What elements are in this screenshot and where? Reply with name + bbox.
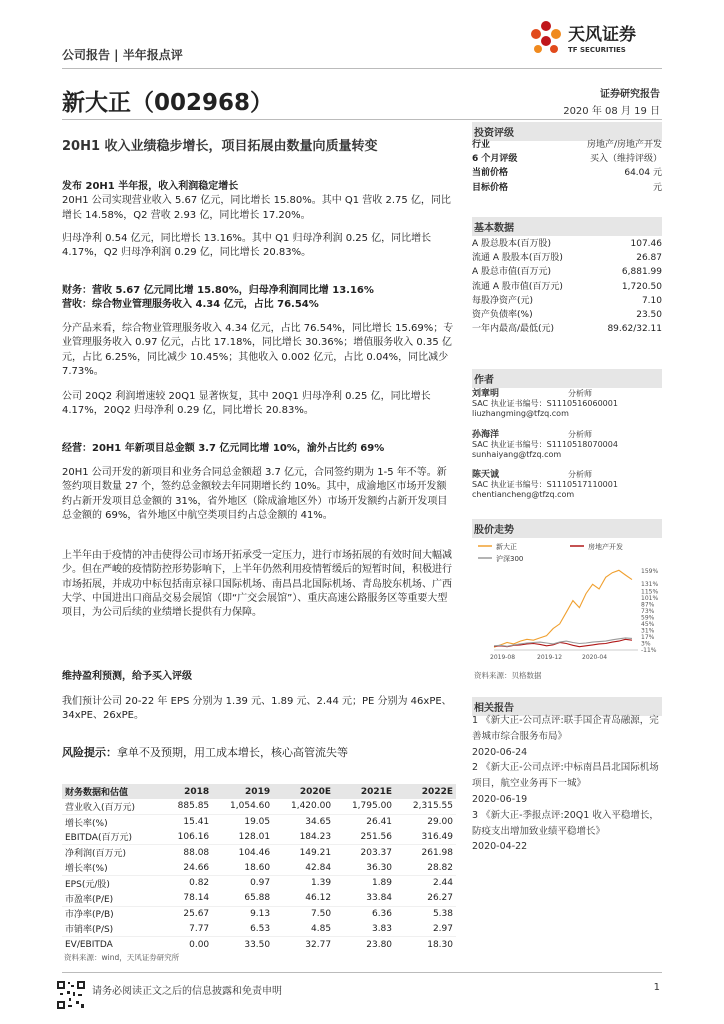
financial-cell: 65.88 bbox=[212, 891, 273, 906]
financial-row-label: EPS(元/股) bbox=[65, 879, 110, 890]
basic-key: A 股总股本(百万股) bbox=[472, 239, 552, 249]
legend-label: 新大正 bbox=[496, 543, 517, 551]
basic-value: 1,720.50 bbox=[621, 281, 662, 292]
basic-key: 资产负债率(%) bbox=[472, 309, 533, 320]
financial-table-row bbox=[62, 906, 456, 921]
legend-label: 房地产开发 bbox=[588, 543, 623, 551]
x-tick-label: 2019-12 bbox=[537, 654, 563, 661]
stock-chart-source: 资料来源：贝格数据 bbox=[474, 671, 542, 680]
financial-cell: 885.85 bbox=[163, 799, 213, 814]
financial-row-label: 市销率(P/S) bbox=[62, 921, 163, 936]
related-report-link[interactable]: 1 《新大正-公司点评:联手国企青岛融源，完善城市综合服务布局》 bbox=[472, 715, 659, 742]
financial-cell: 104.46 bbox=[238, 847, 271, 858]
basic-value: 107.46 bbox=[630, 239, 662, 249]
paragraph-market-expansion: 上半年由于疫情的冲击使得公司市场开拓承受一定压力，进行市场拓展的有效时间大幅减少。但在严峻的疫情防控形势影响下，上半年仍然利用疫情暂缓后的短暂时间，积极进行市场拓展，并成功中标包括南京禄口国际机场、南昌昌北国际机场、青岛胶东机场、广西大学、中国进出口商品交易会展馆（即“广交会展馆”）、重庆高速公路服务区等重要大型项目，为公司后续的业绩增长提供有力保障。 bbox=[62, 550, 452, 619]
financial-cell: 149.21 bbox=[299, 847, 332, 858]
tf-securities-logo bbox=[528, 18, 668, 66]
financial-cell: 33.50 bbox=[244, 939, 271, 950]
financial-row-label: 市净率(P/B) bbox=[65, 910, 114, 921]
author-name: 刘章明 bbox=[472, 389, 500, 399]
financial-table-row bbox=[62, 860, 456, 875]
financial-cell: 106.16 bbox=[163, 830, 213, 845]
financial-table-row bbox=[62, 830, 456, 845]
logo-en-text: TF SECURITIES bbox=[568, 46, 626, 54]
related-report-date: 2020-06-24 bbox=[472, 746, 528, 758]
related-report-date: 2020-06-19 bbox=[472, 793, 528, 805]
financial-cell: 0.82 bbox=[189, 878, 210, 889]
basic-key: 流通 A 股股本(百万股) bbox=[472, 253, 563, 264]
company-name: 新大正（002968） bbox=[62, 90, 274, 116]
financial-table-row bbox=[62, 845, 456, 860]
financial-header-year: 2020E bbox=[273, 784, 334, 799]
logo-mark-icon bbox=[528, 18, 564, 58]
financial-cell: 1.39 bbox=[311, 878, 332, 889]
qr-code-icon bbox=[56, 980, 86, 1010]
financial-cell: 36.30 bbox=[334, 860, 395, 875]
basic-value: 6,881.99 bbox=[621, 267, 662, 278]
financial-table bbox=[62, 784, 456, 952]
rating-key: 行业 bbox=[472, 140, 491, 150]
financial-table-header bbox=[62, 784, 456, 799]
heading-operations-text: 经营：20H1 年新项目总金额 3.7 亿元同比增 10%，渝外占比约 69% bbox=[62, 443, 385, 454]
author-cert: SAC 执业证书编号：S1110518070004 bbox=[472, 440, 618, 449]
rating-key: 目标价格 bbox=[472, 182, 509, 193]
paragraph-quarter-profit: 公司 20Q2 利润增速较 20Q1 显著恢复，其中 20Q1 归母净利 0.25 亿，同比增长 4.17%，20Q2 归母净利 0.29 亿，同比增长 20.83%。 bbox=[62, 391, 431, 417]
y-tick-label: 73% bbox=[641, 607, 655, 615]
financial-header-year: 2018 bbox=[163, 784, 213, 799]
heading-rating-text: 维持盈利预测，给予买入评级 bbox=[62, 671, 192, 682]
financial-cell: 203.37 bbox=[360, 847, 393, 858]
financial-header-year: 2022E bbox=[395, 784, 456, 799]
basic-value: 26.87 bbox=[636, 253, 662, 264]
risk-line bbox=[62, 745, 456, 761]
related-reports bbox=[472, 713, 662, 855]
financial-table-row bbox=[62, 921, 456, 936]
author-name: 孙海洋 bbox=[472, 430, 500, 440]
heading-revenue-mix: 营收：综合物业管理服务收入 4.34 亿元，占比 76.54% bbox=[62, 299, 319, 311]
financial-cell: 6.36 bbox=[371, 908, 393, 919]
financial-cell: 2,315.55 bbox=[395, 799, 456, 814]
financial-cell: 0.97 bbox=[250, 878, 271, 889]
rating-section-title: 投资评级 bbox=[472, 122, 662, 141]
financial-cell: 18.60 bbox=[212, 860, 273, 875]
risk-text: 拿单不及预期，用工成本增长，核心高管流失等 bbox=[117, 746, 348, 759]
footer-rule bbox=[62, 972, 662, 973]
section-summary bbox=[62, 180, 456, 223]
footer-disclaimer: 请务必阅读正文之后的信息披露和免责申明 bbox=[92, 986, 282, 997]
author-email[interactable]: liuzhangming@tfzq.com bbox=[472, 409, 569, 418]
rating-value: 买入（维持评级） bbox=[589, 154, 662, 165]
financial-cell: 251.56 bbox=[334, 830, 395, 845]
financial-cell: 3.83 bbox=[334, 921, 395, 936]
risk-label: 风险提示： bbox=[62, 746, 117, 759]
rating-value: 元 bbox=[652, 182, 662, 193]
y-tick-label: 115% bbox=[641, 588, 659, 596]
financial-cell: 1,054.60 bbox=[212, 799, 273, 814]
financial-cell: 4.85 bbox=[273, 921, 334, 936]
basic-value: 7.10 bbox=[641, 295, 662, 306]
financial-cell: 46.12 bbox=[273, 891, 334, 906]
author-role: 分析师 bbox=[568, 430, 592, 439]
financial-cell: 28.82 bbox=[395, 860, 456, 875]
x-tick-label: 2020-04 bbox=[582, 654, 608, 661]
title-rule bbox=[62, 119, 662, 120]
rating-value: 64.04 元 bbox=[624, 168, 662, 179]
financial-header-year: 2019 bbox=[212, 784, 273, 799]
financial-cell: 32.77 bbox=[305, 939, 332, 950]
author-block bbox=[472, 430, 662, 460]
basic-row bbox=[472, 322, 662, 336]
paragraph-forecast: 我们预计公司 20-22 年 EPS 分别为 1.39 元、1.89 元、2.44 元；PE 分别为 46xPE、34xPE、26xPE。 bbox=[62, 696, 452, 722]
basic-row bbox=[472, 265, 662, 279]
financial-cell: 15.41 bbox=[183, 817, 210, 828]
report-title: 20H1 收入业绩稳步增长，项目拓展由数量向质量转变 bbox=[62, 139, 378, 154]
rating-row bbox=[472, 181, 662, 195]
page-number: 1 bbox=[653, 982, 660, 993]
rating-key: 当前价格 bbox=[472, 168, 509, 179]
series-line bbox=[494, 570, 632, 647]
financial-cell: 29.00 bbox=[427, 817, 453, 828]
financial-cell: 42.84 bbox=[273, 860, 334, 875]
financial-cell: 9.13 bbox=[250, 908, 271, 919]
financial-cell: 33.84 bbox=[334, 891, 395, 906]
y-tick-label: 59% bbox=[641, 614, 655, 622]
financial-cell: 5.38 bbox=[432, 908, 453, 919]
basic-key: 每股净资产(元) bbox=[472, 295, 534, 306]
report-type: 证券研究报告 bbox=[600, 89, 660, 100]
paragraph-revenue: 20H1 公司实现营业收入 5.67 亿元，同比增长 15.80%。其中 Q1 营收 2.75 亿，同比增长 14.58%，Q2 营收 2.93 亿，同比增长 17.20%。 bbox=[62, 195, 451, 221]
related-section-title: 相关报告 bbox=[472, 697, 662, 716]
y-tick-label: 45% bbox=[641, 620, 655, 628]
y-tick-label: 159% bbox=[641, 567, 659, 575]
y-tick-label: 31% bbox=[641, 627, 655, 635]
heading-operations bbox=[62, 442, 456, 456]
financial-row-label: 市盈率(P/E) bbox=[62, 891, 163, 906]
financial-table-body bbox=[62, 799, 456, 952]
financial-row-label: 营业收入(百万元) bbox=[62, 799, 163, 814]
financial-cell: 184.23 bbox=[273, 830, 334, 845]
financial-cell: 7.77 bbox=[163, 921, 213, 936]
financial-cell: 25.67 bbox=[183, 908, 210, 919]
section-finance bbox=[62, 284, 456, 313]
author-cert: SAC 执业证书编号：S1110517110001 bbox=[472, 480, 618, 489]
basic-row bbox=[472, 294, 662, 308]
author-role: 分析师 bbox=[568, 470, 592, 479]
financial-cell: 316.49 bbox=[395, 830, 456, 845]
paragraph-profit: 归母净利 0.54 亿元，同比增长 13.16%。其中 Q1 归母净利润 0.25 亿，同比增长 4.17%，Q2 归母净利润 0.29 亿，同比增长 20.83%。 bbox=[62, 233, 432, 259]
report-category: 公司报告 | 半年报点评 bbox=[62, 48, 183, 62]
financial-cell: 24.66 bbox=[163, 860, 213, 875]
financial-table-row bbox=[62, 875, 456, 890]
financial-header-label: 财务数据和估值 bbox=[62, 784, 163, 799]
financial-cell: 1.89 bbox=[371, 878, 393, 889]
y-tick-label: 131% bbox=[641, 580, 659, 588]
author-email[interactable]: chentiancheng@tfzq.com bbox=[472, 490, 575, 499]
rating-row bbox=[472, 152, 662, 166]
financial-cell: 2.97 bbox=[395, 921, 456, 936]
financial-cell: 19.05 bbox=[244, 817, 271, 828]
paragraph-new-projects: 20H1 公司开发的新项目和业务合同总金额超 3.7 亿元，合同签约期为 1-5 年不等。新签约项目数量 27 个，签约总金额较去年同期增长约 10%。其中，成渝地区市场开发额约占新开发项目总金额的 31%，省外地区（除成渝地区外）市场开发额约占新开发项目总金额的 69%，省外地区中航空类项目约占总金额的 41%。 bbox=[62, 467, 448, 521]
basic-row bbox=[472, 308, 662, 322]
basic-key: 流通 A 股市值(百万元) bbox=[472, 281, 563, 292]
basic-table bbox=[472, 237, 662, 336]
financial-row-label: 增长率(%) bbox=[65, 818, 108, 829]
related-report-link[interactable]: 3 《新大正-季报点评:20Q1 收入平稳增长，防疫支出增加致业绩平稳增长》 bbox=[472, 809, 659, 837]
financial-cell: 23.80 bbox=[366, 939, 393, 950]
financial-cell: 2.44 bbox=[432, 878, 453, 889]
authors-section-title: 作者 bbox=[472, 369, 662, 388]
rating-row bbox=[472, 166, 662, 180]
y-tick-label: -11% bbox=[641, 647, 657, 654]
author-cert: SAC 执业证书编号：S1110516060001 bbox=[472, 399, 618, 408]
financial-cell: 7.50 bbox=[311, 908, 332, 919]
basic-value: 89.62/32.11 bbox=[607, 324, 662, 335]
financial-row-label: EBITDA(百万元) bbox=[62, 830, 163, 845]
heading-release: 发布 20H1 半年报，收入利润稳定增长 bbox=[62, 181, 239, 192]
financial-row-label: 净利润(百万元) bbox=[65, 849, 127, 860]
financial-cell: 34.65 bbox=[305, 817, 332, 828]
financial-cell: 1,420.00 bbox=[273, 799, 334, 814]
rating-value: 房地产/房地产开发 bbox=[586, 140, 662, 150]
financial-table-row bbox=[62, 799, 456, 814]
author-block bbox=[472, 470, 662, 500]
stock-chart-title: 股价走势 bbox=[472, 519, 662, 538]
heading-finance: 财务：营收 5.67 亿元同比增 15.80%，归母净利润同比增 13.16% bbox=[62, 285, 374, 296]
rating-key: 6 个月评级 bbox=[472, 154, 518, 165]
logo-cn-text: 天风证券 bbox=[568, 25, 636, 45]
rating-row bbox=[472, 138, 662, 152]
financial-cell: 88.08 bbox=[183, 847, 210, 858]
header-rule bbox=[62, 68, 662, 69]
financial-cell: 261.98 bbox=[421, 847, 453, 858]
paragraph-product-mix: 分产品来看，综合物业管理服务收入 4.34 亿元，占比 76.54%，同比增长 15.69%；专业管理服务收入 0.97 亿元，占比 17.18%，同比增长 30.36%；增值服务收入 0.35 亿元，占比 6.25%，同比减少 10.45%；其他收入 0.002 亿元，占比 0.04%，同比减少 7.73%。 bbox=[62, 323, 454, 377]
related-report-date: 2020-04-22 bbox=[472, 841, 528, 853]
author-email[interactable]: sunhaiyang@tfzq.com bbox=[472, 450, 562, 459]
financial-header-year: 2021E bbox=[334, 784, 395, 799]
basic-row bbox=[472, 251, 662, 265]
basic-section-title: 基本数据 bbox=[472, 217, 662, 236]
financial-table-row bbox=[62, 891, 456, 906]
author-name: 陈天诚 bbox=[472, 470, 500, 480]
financial-row-label: EV/EBITDA bbox=[65, 939, 113, 950]
financial-cell: 1,795.00 bbox=[334, 799, 395, 814]
y-tick-label: 3% bbox=[641, 640, 651, 648]
basic-row bbox=[472, 280, 662, 294]
financial-table-row bbox=[62, 937, 456, 952]
author-role: 分析师 bbox=[568, 389, 592, 398]
financial-cell: 26.27 bbox=[395, 891, 456, 906]
basic-value: 23.50 bbox=[636, 309, 662, 320]
related-report-link[interactable]: 2 《新大正-公司点评:中标南昌昌北国际机场项目，航空业务再下一城》 bbox=[472, 762, 659, 790]
basic-key: 一年内最高/最低(元) bbox=[472, 324, 555, 335]
financial-cell: 6.53 bbox=[212, 921, 273, 936]
basic-key: A 股总市值(百万元) bbox=[472, 267, 552, 278]
author-block bbox=[472, 389, 662, 419]
stock-price-chart bbox=[472, 538, 662, 664]
y-tick-label: 87% bbox=[641, 601, 655, 609]
report-date: 2020 年 08 月 19 日 bbox=[563, 106, 660, 117]
financial-cell: 0.00 bbox=[189, 939, 210, 950]
basic-row bbox=[472, 237, 662, 251]
y-tick-label: 101% bbox=[641, 594, 659, 602]
financial-table-row bbox=[62, 814, 456, 829]
financial-table-source: 资料来源：wind，天风证券研究所 bbox=[64, 953, 180, 962]
financial-cell: 26.41 bbox=[366, 817, 393, 828]
y-tick-label: 17% bbox=[641, 633, 655, 641]
x-tick-label: 2019-08 bbox=[490, 654, 516, 661]
financial-cell: 78.14 bbox=[163, 891, 213, 906]
financial-cell: 128.01 bbox=[212, 830, 273, 845]
financial-row-label: 增长率(%) bbox=[62, 860, 163, 875]
legend-label: 沪深300 bbox=[496, 555, 524, 563]
financial-cell: 18.30 bbox=[427, 939, 453, 950]
rating-table bbox=[472, 138, 662, 195]
heading-rating bbox=[62, 670, 456, 684]
